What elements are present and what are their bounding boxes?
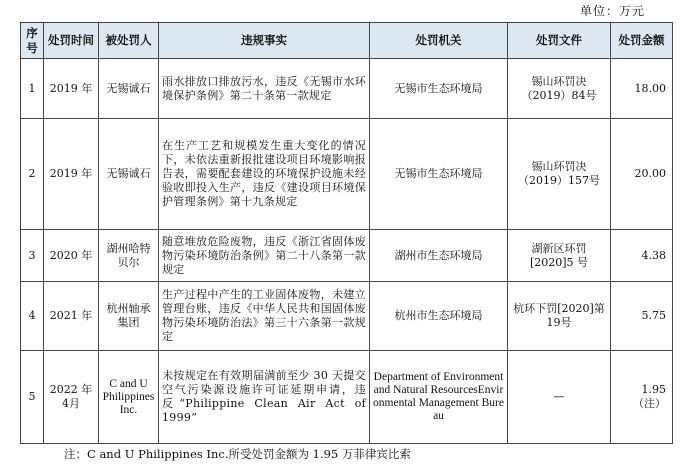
cell-fact: 未按规定在有效期届满前至少 30 天提交空气污染源设施许可证延期申请，违反“Philippine Clean Air Act of 1999”: [159, 351, 370, 444]
cell-authority: 湖州市生态环境局: [370, 230, 508, 282]
cell-document: 锡山环罚决（2019）84号: [508, 59, 611, 119]
cell-subject: 湖州哈特贝尔: [99, 230, 159, 282]
header-subject: 被处罚人: [99, 23, 159, 59]
cell-authority: Department of Environment and Natural ResourcesEnvironmental Management Bureau: [370, 351, 508, 444]
cell-authority: 杭州市生态环境局: [370, 282, 508, 351]
header-amount: 处罚金额: [611, 23, 673, 59]
table-row: [21, 282, 673, 351]
cell-fact: 生产过程中产生的工业固体废物，未建立管理台账，违反《中华人民共和国固体废物污染环境防治法》第三十六条第一款规定: [159, 282, 370, 351]
unit-label: 单位：万元: [579, 4, 645, 18]
table-row: [21, 59, 673, 119]
cell-amount: 20.00: [611, 119, 673, 230]
cell-no: 1: [21, 59, 44, 119]
table-row: [21, 119, 673, 230]
cell-no: 5: [21, 351, 44, 444]
cell-amount: 18.00: [611, 59, 673, 119]
header-authority: 处罚机关: [370, 23, 508, 59]
cell-subject: C and U Philippines Inc.: [99, 351, 159, 444]
cell-authority: 无锡市生态环境局: [370, 119, 508, 230]
cell-no: 4: [21, 282, 44, 351]
cell-subject: 无锡诚石: [99, 119, 159, 230]
cell-time: 2021 年: [44, 282, 99, 351]
table-header-row: [21, 23, 673, 59]
header-document: 处罚文件: [508, 23, 611, 59]
cell-no: 3: [21, 230, 44, 282]
penalty-table: [20, 22, 673, 444]
cell-document: 杭环下罚[2020]第 19号: [508, 282, 611, 351]
header-fact: 违规事实: [159, 23, 370, 59]
cell-time: 2020 年: [44, 230, 99, 282]
amount-note: （注）: [633, 397, 666, 410]
cell-amount: 5.75: [611, 282, 673, 351]
cell-fact: 随意堆放危险废物，违反《浙江省固体废物污染环境防治条例》第二十八条第一款规定: [159, 230, 370, 282]
cell-document: 湖新区环罚[2020]5 号: [508, 230, 611, 282]
cell-time: 2019 年: [44, 119, 99, 230]
cell-time: 2019 年: [44, 59, 99, 119]
header-no: 序号: [21, 23, 44, 59]
cell-authority: 无锡市生态环境局: [370, 59, 508, 119]
amount-value: 1.95: [641, 383, 666, 396]
cell-time: 2022 年 4月: [44, 351, 99, 444]
header-time: 处罚时间: [44, 23, 99, 59]
table-row: [21, 351, 673, 444]
table-row: [21, 230, 673, 282]
cell-subject: 无锡诚石: [99, 59, 159, 119]
cell-amount: 4.38: [611, 230, 673, 282]
footnote: 注：C and U Philippines Inc.所受处罚金额为 1.95 万菲律宾比索: [64, 447, 411, 461]
cell-subject: 杭州轴承集团: [99, 282, 159, 351]
cell-document: —: [508, 351, 611, 444]
cell-fact: 在生产工艺和规模发生重大变化的情况下，未依法重新报批建设项目环境影响报告表，需要配套建设的环境保护设施未经验收即投入生产，违反《建设项目环境保护管理条例》第十九条规定: [159, 119, 370, 230]
cell-document: 锡山环罚决（2019）157号: [508, 119, 611, 230]
cell-amount: [611, 351, 673, 444]
cell-no: 2: [21, 119, 44, 230]
cell-fact: 雨水排放口排放污水，违反《无锡市水环境保护条例》第二十条第一款规定: [159, 59, 370, 119]
